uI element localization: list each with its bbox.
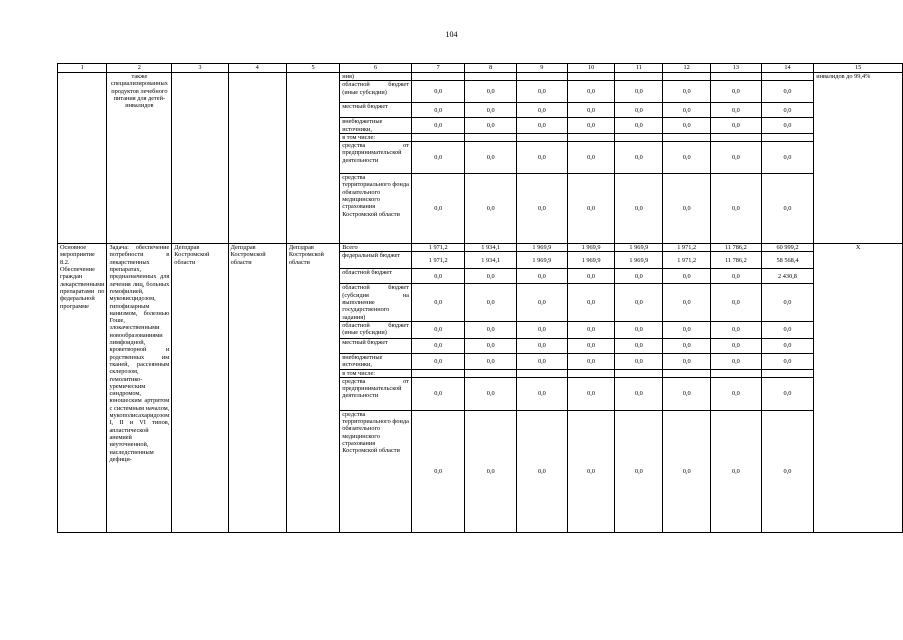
- header-cell: 4: [228, 64, 286, 73]
- value-cell: 0,0: [761, 410, 814, 532]
- row-label: местный бюджет: [340, 338, 412, 353]
- value-cell: [761, 133, 814, 141]
- task-cell: также специализированных продуктов лечебного питания для детей-инвалидов: [107, 73, 172, 244]
- value-cell: [411, 369, 465, 377]
- value-cell: 0,0: [615, 142, 663, 174]
- value-cell: 0,0: [567, 174, 615, 244]
- row-label: внебюджетные источники,: [340, 353, 412, 369]
- value-cell: 0,0: [517, 174, 568, 244]
- value-cell: 0,0: [517, 81, 568, 103]
- row-label: средства от предпринимательской деятельности: [340, 377, 412, 410]
- value-cell: 0,0: [465, 103, 517, 118]
- value-cell: 0,0: [465, 338, 517, 353]
- row-label: ния): [340, 73, 412, 81]
- value-cell: 0,0: [567, 269, 615, 284]
- value-cell: 0,0: [517, 377, 568, 410]
- value-cell: 0,0: [663, 410, 711, 532]
- value-cell: [761, 73, 814, 81]
- value-cell: 0,0: [711, 103, 762, 118]
- header-row: [58, 64, 903, 73]
- row-label: федеральный бюджет: [340, 252, 412, 269]
- value-cell: 0,0: [567, 103, 615, 118]
- value-cell: 0,0: [411, 81, 465, 103]
- value-cell: [615, 369, 663, 377]
- value-cell: 0,0: [711, 353, 762, 369]
- value-cell: 11 786,2: [711, 252, 762, 269]
- value-cell: 0,0: [711, 377, 762, 410]
- value-cell: [663, 369, 711, 377]
- header-cell: 9: [517, 64, 568, 73]
- budget-table: [57, 63, 903, 533]
- row-label: в том числе:: [340, 369, 412, 377]
- value-cell: 0,0: [517, 321, 568, 338]
- value-cell: 0,0: [663, 142, 711, 174]
- header-cell: 1: [58, 64, 107, 73]
- page-number: 104: [445, 30, 458, 39]
- value-cell: 0,0: [761, 118, 814, 134]
- value-cell: 0,0: [517, 410, 568, 532]
- value-cell: 0,0: [761, 321, 814, 338]
- value-cell: 0,0: [761, 377, 814, 410]
- value-cell: [711, 369, 762, 377]
- event-cell: [58, 73, 107, 244]
- customer-cell: Депздрав Костромской области: [286, 244, 339, 533]
- value-cell: 0,0: [711, 174, 762, 244]
- row-label: средства территориального фонда обязательного медицинского страхования Костромской области: [340, 410, 412, 532]
- value-cell: 0,0: [615, 81, 663, 103]
- value-cell: 0,0: [465, 174, 517, 244]
- value-cell: [567, 369, 615, 377]
- value-cell: 1 969,9: [517, 252, 568, 269]
- value-cell: 0,0: [761, 174, 814, 244]
- value-cell: 0,0: [615, 377, 663, 410]
- value-cell: 0,0: [567, 142, 615, 174]
- header-cell: 3: [172, 64, 228, 73]
- value-cell: 0,0: [411, 338, 465, 353]
- value-cell: 0,0: [517, 269, 568, 284]
- row-label: Всего: [340, 244, 412, 252]
- value-cell: 0,0: [411, 410, 465, 532]
- value-cell: 0,0: [517, 103, 568, 118]
- value-cell: [663, 73, 711, 81]
- value-cell: 0,0: [465, 410, 517, 532]
- value-cell: [615, 73, 663, 81]
- header-cell: 5: [286, 64, 339, 73]
- value-cell: 0,0: [615, 174, 663, 244]
- value-cell: 0,0: [711, 338, 762, 353]
- value-cell: 0,0: [615, 103, 663, 118]
- value-cell: 0,0: [465, 377, 517, 410]
- value-cell: [761, 369, 814, 377]
- value-cell: [465, 73, 517, 81]
- value-cell: 1 971,2: [411, 252, 465, 269]
- value-cell: [517, 133, 568, 141]
- value-cell: 0,0: [615, 353, 663, 369]
- value-cell: [663, 133, 711, 141]
- task-cell: Задача: обеспечение потребности в лекарственных препаратах, предназначенных для лечения лиц, больных гемофилией, муковисцидозом, гипофизарным нанизмом, болезнью Гоше, злокачественными новообразованиями лимфоидной, кроветворной и родственных им тканей, рассеянным склерозом, гемолитико-уремическим синдромом, юношеским артритом с системным началом, мукополисахаридозом I, II и VI типов, апластической анемией неуточненной, наследственным дефици-: [107, 244, 172, 533]
- value-cell: 0,0: [615, 284, 663, 321]
- value-cell: 0,0: [517, 118, 568, 134]
- value-cell: 1 969,9: [567, 252, 615, 269]
- header-cell: 2: [107, 64, 172, 73]
- value-cell: 0,0: [761, 353, 814, 369]
- header-cell: 11: [615, 64, 663, 73]
- value-cell: 0,0: [615, 410, 663, 532]
- value-cell: [567, 133, 615, 141]
- value-cell: 0,0: [761, 284, 814, 321]
- row-label: областной бюджет (субсидия на выполнение государственного задания): [340, 284, 412, 321]
- value-cell: 0,0: [465, 142, 517, 174]
- value-cell: 0,0: [615, 338, 663, 353]
- customer-cell: [286, 73, 339, 244]
- value-cell: 0,0: [567, 321, 615, 338]
- header-cell: 14: [761, 64, 814, 73]
- value-cell: 0,0: [411, 103, 465, 118]
- value-cell: 0,0: [465, 81, 517, 103]
- value-cell: [567, 73, 615, 81]
- value-cell: 0,0: [567, 284, 615, 321]
- row-label: областной бюджет (иные субсидии): [340, 81, 412, 103]
- table-row: [58, 73, 903, 81]
- value-cell: 0,0: [567, 338, 615, 353]
- row-label: в том числе:: [340, 133, 412, 141]
- header-cell: 10: [567, 64, 615, 73]
- value-cell: 0,0: [615, 269, 663, 284]
- value-cell: 0,0: [663, 174, 711, 244]
- value-cell: 0,0: [761, 81, 814, 103]
- value-cell: 0,0: [567, 377, 615, 410]
- value-cell: 0,0: [761, 338, 814, 353]
- value-cell: 0,0: [567, 118, 615, 134]
- value-cell: 0,0: [711, 142, 762, 174]
- value-cell: [411, 73, 465, 81]
- value-cell: 0,0: [465, 269, 517, 284]
- value-cell: 0,0: [615, 118, 663, 134]
- value-cell: 60 999,2: [761, 244, 814, 252]
- row-label: внебюджетные источники,: [340, 118, 412, 134]
- value-cell: 0,0: [711, 321, 762, 338]
- value-cell: 0,0: [615, 321, 663, 338]
- value-cell: 0,0: [711, 284, 762, 321]
- value-cell: 0,0: [567, 410, 615, 532]
- result-cell: инвалидов до 99,4%: [814, 73, 903, 244]
- value-cell: [411, 133, 465, 141]
- value-cell: 0,0: [465, 321, 517, 338]
- value-cell: 0,0: [663, 377, 711, 410]
- value-cell: 0,0: [663, 338, 711, 353]
- value-cell: 0,0: [411, 142, 465, 174]
- value-cell: 0,0: [663, 118, 711, 134]
- value-cell: 1 971,2: [663, 244, 711, 252]
- value-cell: 1 969,9: [567, 244, 615, 252]
- value-cell: [615, 133, 663, 141]
- value-cell: 2 430,8: [761, 269, 814, 284]
- value-cell: [465, 369, 517, 377]
- value-cell: 0,0: [465, 284, 517, 321]
- header-cell: 8: [465, 64, 517, 73]
- value-cell: 0,0: [711, 269, 762, 284]
- value-cell: 0,0: [411, 321, 465, 338]
- value-cell: 1 934,1: [465, 244, 517, 252]
- value-cell: 0,0: [567, 353, 615, 369]
- value-cell: 0,0: [567, 81, 615, 103]
- value-cell: 58 568,4: [761, 252, 814, 269]
- value-cell: 0,0: [517, 284, 568, 321]
- value-cell: [517, 73, 568, 81]
- value-cell: 0,0: [761, 142, 814, 174]
- value-cell: 0,0: [465, 118, 517, 134]
- value-cell: 0,0: [711, 118, 762, 134]
- value-cell: 1 971,2: [411, 244, 465, 252]
- value-cell: 1 934,1: [465, 252, 517, 269]
- row-label: средства от предпринимательской деятельности: [340, 142, 412, 174]
- header-cell: 15: [814, 64, 903, 73]
- value-cell: 0,0: [663, 103, 711, 118]
- value-cell: 0,0: [663, 321, 711, 338]
- value-cell: [711, 133, 762, 141]
- header-cell: 12: [663, 64, 711, 73]
- value-cell: 0,0: [711, 410, 762, 532]
- header-cell: 7: [411, 64, 465, 73]
- value-cell: 0,0: [411, 284, 465, 321]
- header-cell: 6: [340, 64, 412, 73]
- value-cell: 0,0: [663, 284, 711, 321]
- value-cell: 0,0: [517, 142, 568, 174]
- executor-cell: Депздрав Костромской области: [172, 244, 228, 533]
- value-cell: 1 969,9: [615, 244, 663, 252]
- value-cell: 1 969,9: [615, 252, 663, 269]
- row-label: средства территориального фонда обязательного медицинского страхования Костромской области: [340, 174, 412, 244]
- value-cell: 0,0: [517, 338, 568, 353]
- value-cell: 1 971,2: [663, 252, 711, 269]
- value-cell: 1 969,9: [517, 244, 568, 252]
- value-cell: 0,0: [411, 118, 465, 134]
- value-cell: 0,0: [517, 353, 568, 369]
- result-cell: Х: [814, 244, 903, 533]
- value-cell: 0,0: [663, 269, 711, 284]
- value-cell: [465, 133, 517, 141]
- executor-cell: [172, 73, 228, 244]
- value-cell: 0,0: [761, 103, 814, 118]
- value-cell: 11 786,2: [711, 244, 762, 252]
- value-cell: 0,0: [663, 81, 711, 103]
- row-label: областной бюджет: [340, 269, 412, 284]
- value-cell: 0,0: [411, 353, 465, 369]
- event-cell: Основное мероприятие 8.2. Обеспечение граждан лекарственными препаратами по федеральной программе: [58, 244, 107, 533]
- coexecutor-cell: [228, 73, 286, 244]
- value-cell: 0,0: [411, 377, 465, 410]
- value-cell: 0,0: [711, 81, 762, 103]
- value-cell: [711, 73, 762, 81]
- row-label: областной бюджет (иные субсидии): [340, 321, 412, 338]
- value-cell: [517, 369, 568, 377]
- row-label: местный бюджет: [340, 103, 412, 118]
- header-cell: 13: [711, 64, 762, 73]
- value-cell: 0,0: [411, 269, 465, 284]
- value-cell: 0,0: [465, 353, 517, 369]
- value-cell: 0,0: [663, 353, 711, 369]
- coexecutor-cell: Депздрав Костромской области: [228, 244, 286, 533]
- table-row: [58, 244, 903, 252]
- value-cell: 0,0: [411, 174, 465, 244]
